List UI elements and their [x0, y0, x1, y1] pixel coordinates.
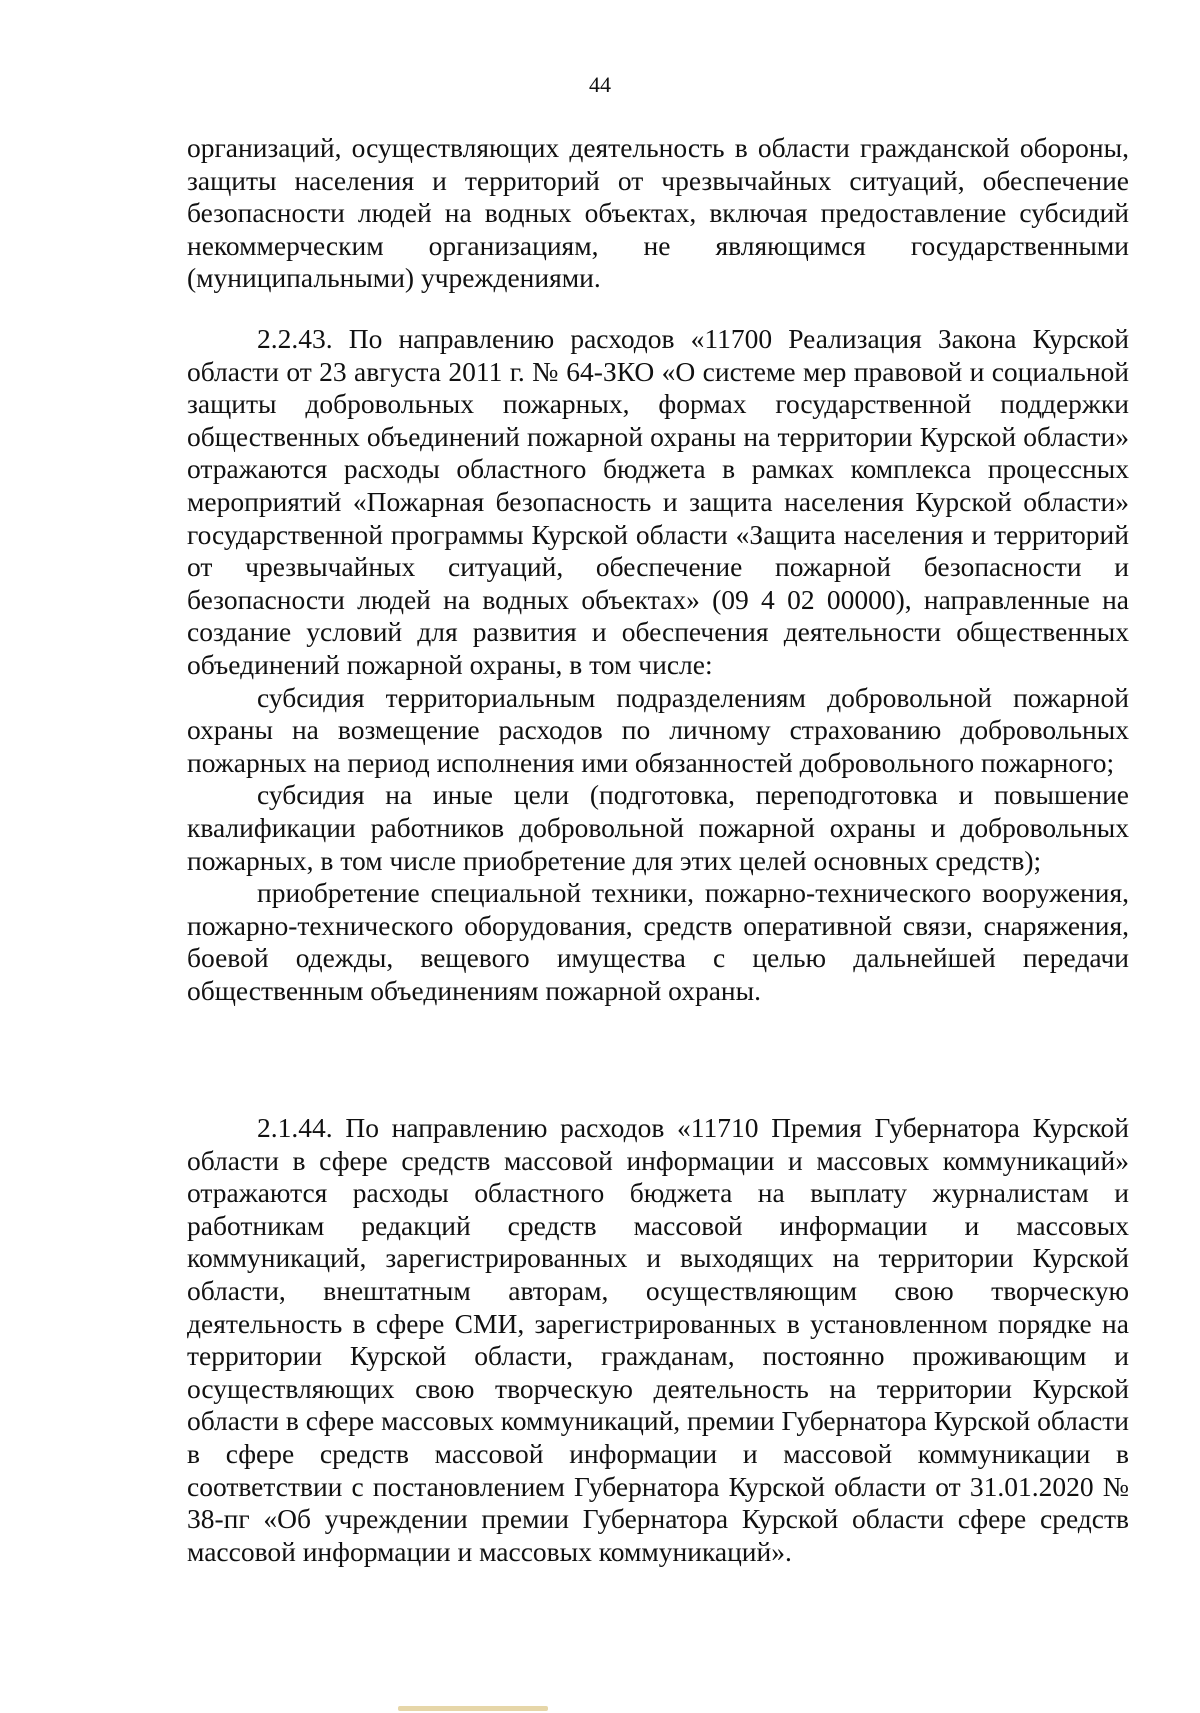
- section-2-2-43-intro: 2.2.43. По направлению расходов «11700 Реализация Закона Курской области от 23 августа 2011 г. № 64-ЗКО «О системе мер правовой и социальной защиты добровольных пожарных, формах государственной поддержки общественных объединений пожарной охраны на территории Курской области» отражаются расходы областного бюджета в рамках комплекса процессных мероприятий «Пожарная безопасность и защита населения Курской области» государственной программы Курской области «Защита населения и территорий от чрезвычайных ситуаций, обеспечение пожарной безопасности и безопасности людей на водных объектах» (09 4 02 00000), направленные на создание условий для развития и обеспечения деятельности общественных объединений пожарной охраны, в том числе:: [187, 323, 1129, 680]
- section-2-1-44: [187, 1112, 1129, 1568]
- scan-artifact-mark: [398, 1706, 548, 1711]
- continuation-block: [187, 132, 1129, 295]
- page-number: 44: [589, 72, 611, 97]
- list-item: субсидия территориальным подразделениям добровольной пожарной охраны на возмещение расходов по личному страхованию добровольных пожарных на период исполнения ими обязанностей добровольного пожарного;: [187, 681, 1129, 778]
- list-item: приобретение специальной техники, пожарно-технического вооружения, пожарно-технического оборудования, средств оперативной связи, снаряжения, боевой одежды, вещевого имущества с целью дальнейшей передачи общественным объединениям пожарной охраны.: [187, 877, 1129, 1006]
- section-2-2-43: [187, 323, 1129, 1007]
- continuation-paragraph: организаций, осуществляющих деятельность в области гражданской обороны, защиты населения и территорий от чрезвычайных ситуаций, обеспечение безопасности людей на водных объектах, включая предоставление субсидий некоммерческим организациям, не являющимся государственными (муниципальными) учреждениями.: [187, 132, 1129, 294]
- section-2-1-44-paragraph: 2.1.44. По направлению расходов «11710 Премия Губернатора Курской области в сфере средств массовой информации и массовых коммуникаций» отражаются расходы областного бюджета на выплату журналистам и работникам редакций средств массовой информации и массовых коммуникаций, зарегистрированных и выходящих на территории Курской области, внештатным авторам, осуществляющим свою творческую деятельность в сфере СМИ, зарегистрированных в установленном порядке на территории Курской области, гражданам, постоянно проживающим и осуществляющих свою творческую деятельность на территории Курской области в сфере массовых коммуникаций, премии Губернатора Курской области в сфере средств массовой информации и массовой коммуникации в соответствии с постановлением Губернатора Курской области от 31.01.2020 № 38-пг «Об учреждении премии Губернатора Курской области сфере средств массовой информации и массовых коммуникаций».: [187, 1112, 1129, 1567]
- list-item: субсидия на иные цели (подготовка, переподготовка и повышение квалификации работников добровольной пожарной охраны и добровольных пожарных, в том числе приобретение для этих целей основных средств);: [187, 779, 1129, 876]
